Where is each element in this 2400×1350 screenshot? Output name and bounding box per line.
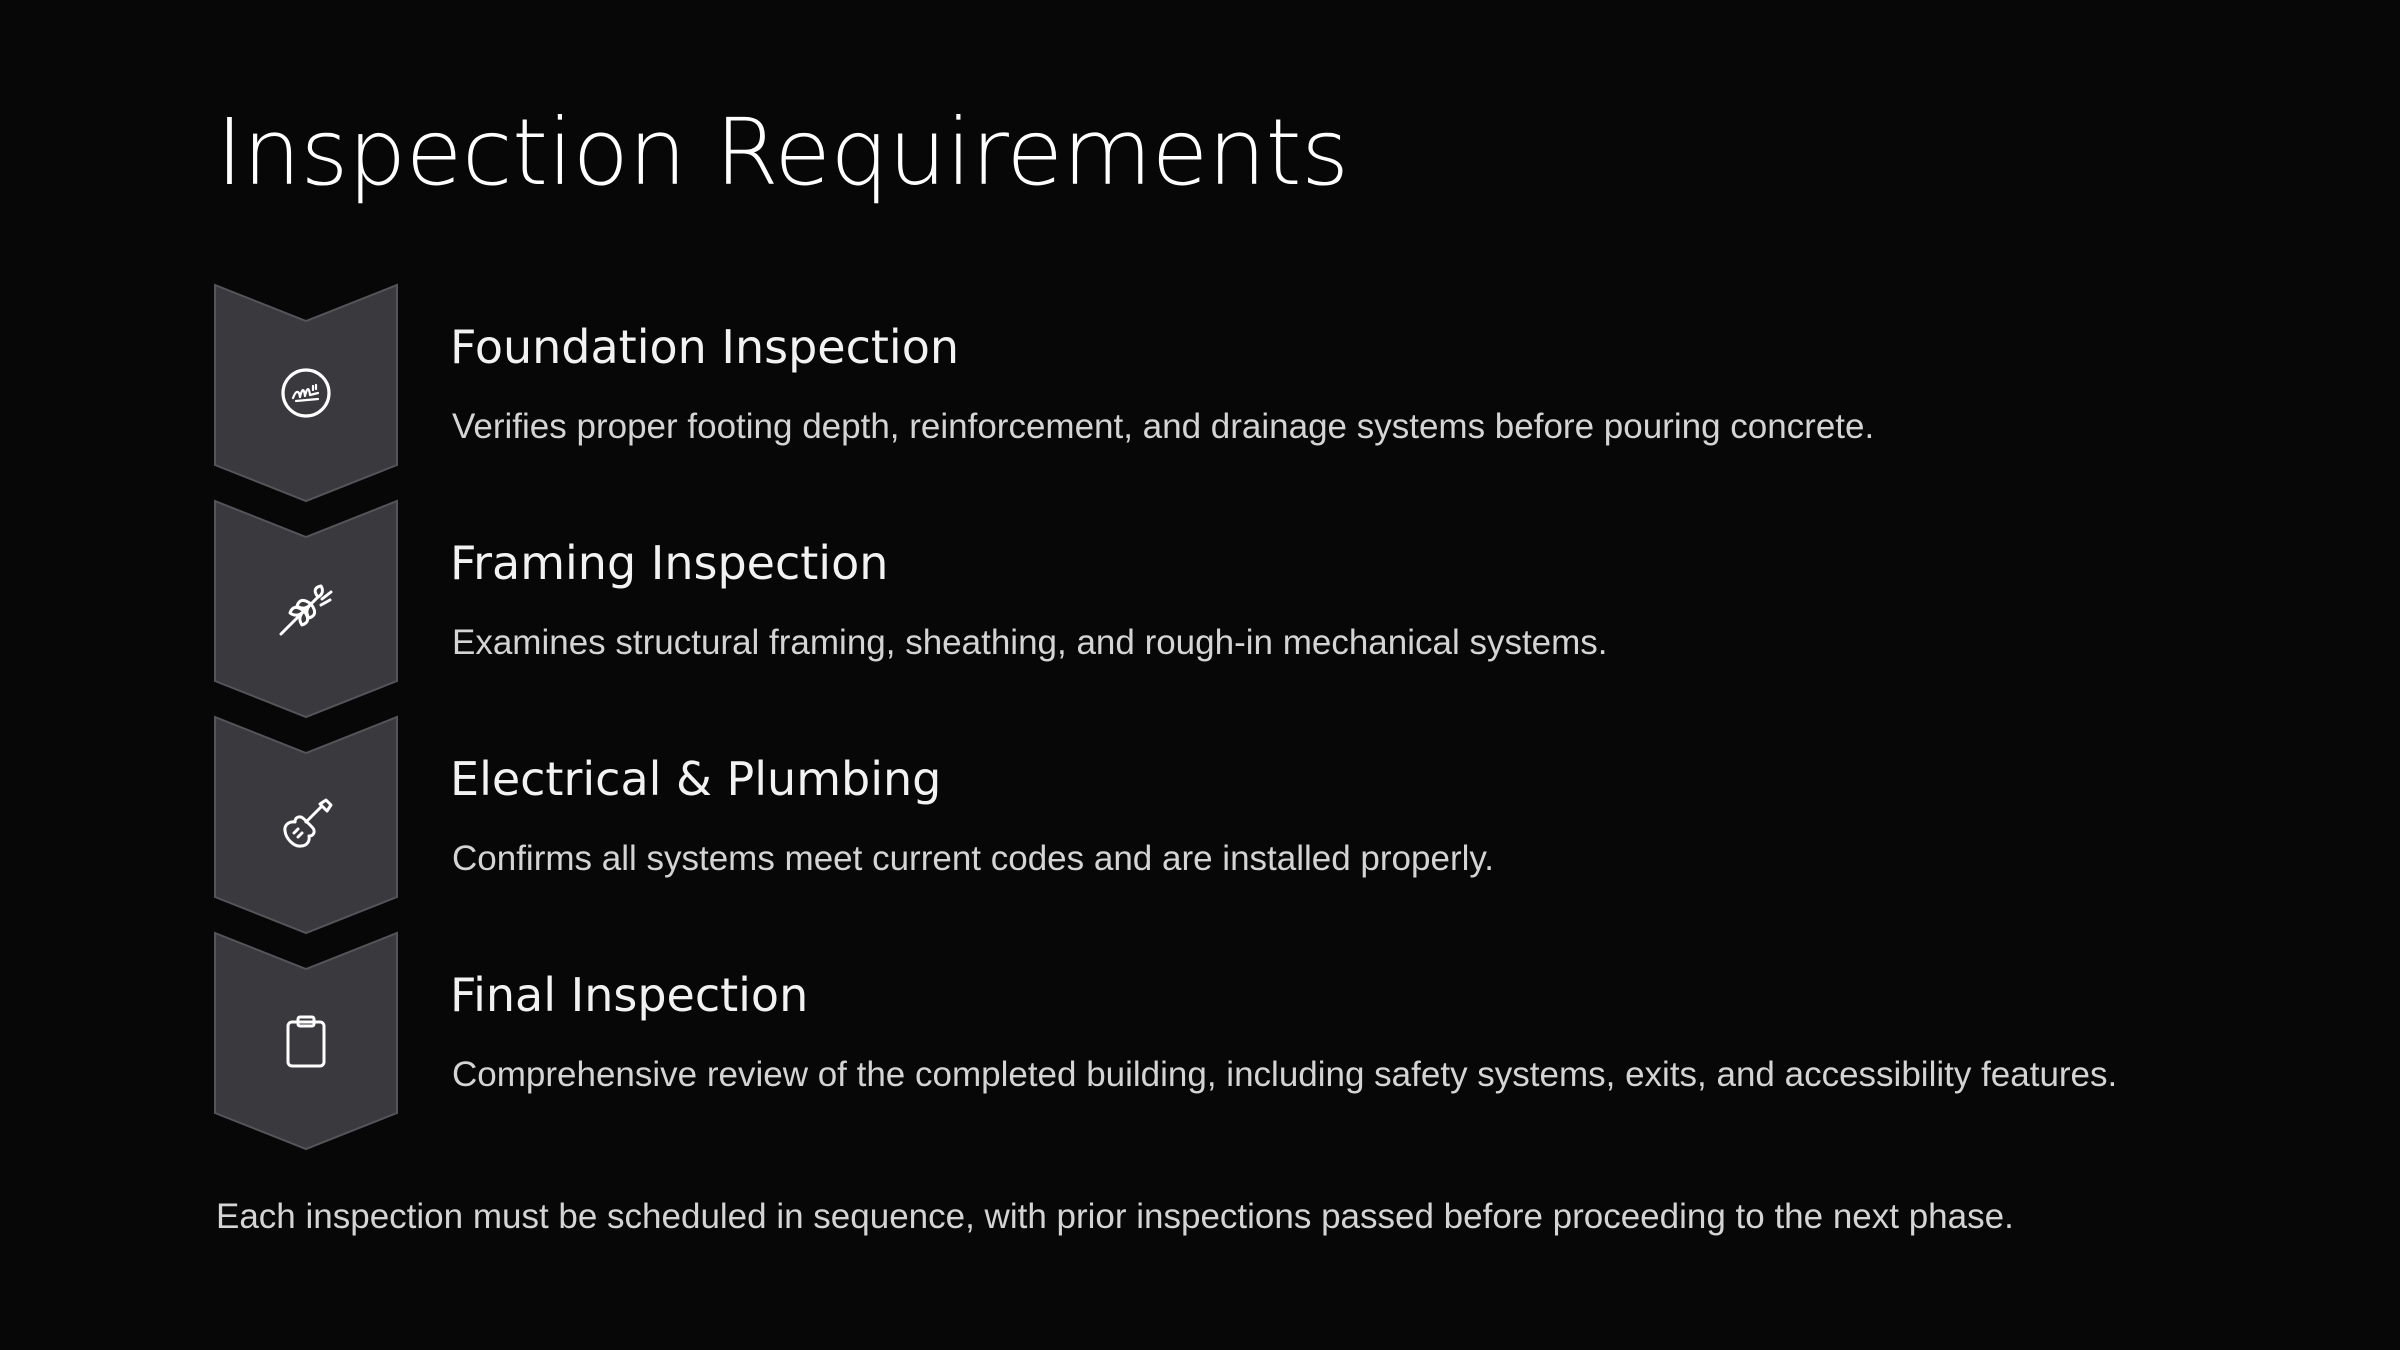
- slide-title: Inspection Requirements: [216, 99, 1349, 206]
- step-title: Foundation Inspection: [450, 320, 959, 374]
- step-chevron: [214, 932, 398, 1150]
- step-final-inspection: [0, 932, 2400, 1150]
- step-description: Verifies proper footing depth, reinforcement, and drainage systems before pouring concrete.: [452, 407, 1875, 446]
- wheat-icon: [276, 579, 336, 639]
- emblem-badge-icon: [276, 363, 336, 423]
- step-description: Examines structural framing, sheathing, and rough-in mechanical systems.: [452, 623, 1608, 662]
- guitar-icon: [276, 795, 336, 855]
- step-title: Framing Inspection: [450, 536, 889, 590]
- clipboard-icon: [276, 1011, 336, 1071]
- step-framing-inspection: [0, 500, 2400, 718]
- step-electrical-plumbing: [0, 716, 2400, 934]
- step-description: Confirms all systems meet current codes and are installed properly.: [452, 839, 1495, 878]
- step-title: Electrical & Plumbing: [450, 752, 942, 806]
- step-chevron: [214, 500, 398, 718]
- step-chevron: [214, 284, 398, 502]
- sequence-note: Each inspection must be scheduled in sequence, with prior inspections passed before proceeding to the next phase.: [216, 1197, 2014, 1236]
- step-foundation-inspection: [0, 284, 2400, 502]
- step-chevron: [214, 716, 398, 934]
- step-title: Final Inspection: [450, 968, 809, 1022]
- step-description: Comprehensive review of the completed building, including safety systems, exits, and accessibility features.: [452, 1055, 2118, 1094]
